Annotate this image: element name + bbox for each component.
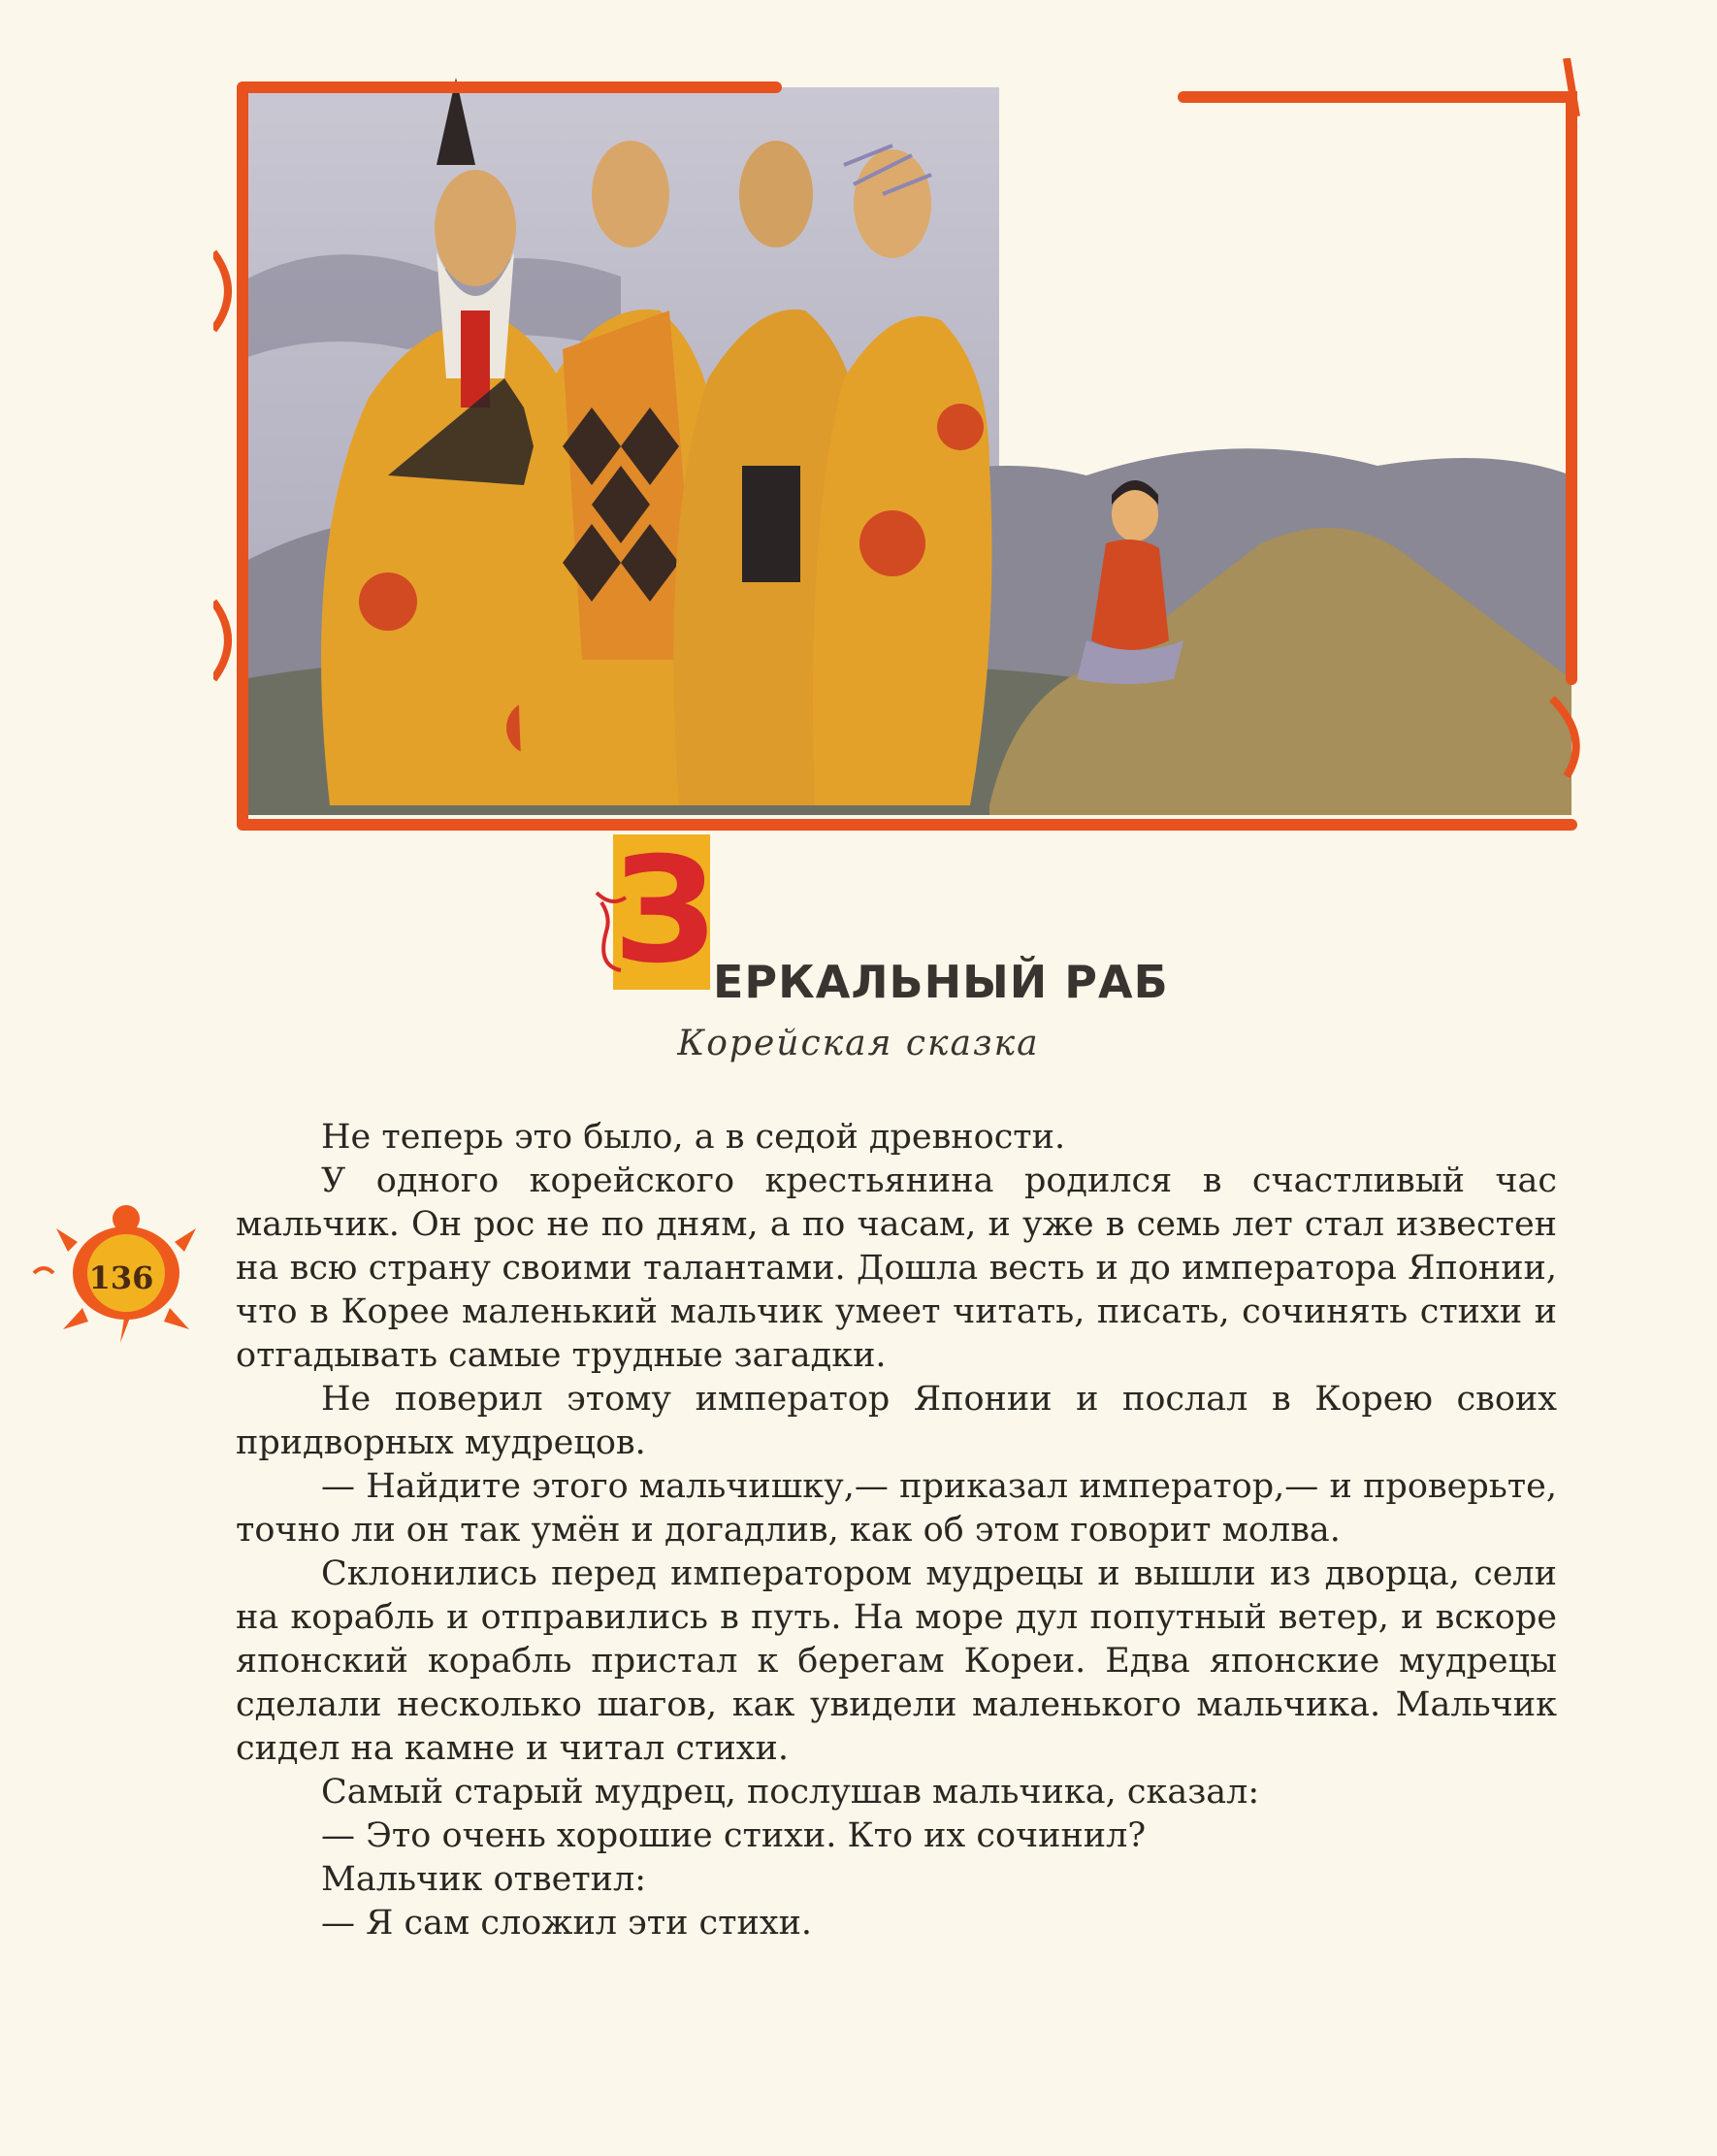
story-title bbox=[582, 827, 1261, 1008]
paragraph: Не теперь это было, а в седой древности. bbox=[321, 1118, 1066, 1157]
paragraph: Склонились перед императором мудрецы и вышли из дворца, сели на корабль и отправились в путь. На море дул попутный ветер, и вскоре японский корабль пристал к берегам Кореи. Едва японские мудрецы сделали несколько шагов, как увидели маленького мальчика. Мальчик сидел на камне и читал стихи. bbox=[236, 1554, 1557, 1768]
frame-flourish-left bbox=[213, 252, 228, 679]
page-number: 136 bbox=[88, 1259, 154, 1296]
paragraph: — Я сам сложил эти стихи. bbox=[321, 1904, 813, 1943]
dropcap-flourish-icon bbox=[582, 873, 640, 990]
paragraph: — Найдите этого мальчишку,— приказал император,— и проверьте, точно ли он так умён и догадлив, как об этом говорит молва. bbox=[236, 1467, 1557, 1550]
paragraph: Не поверил этому император Японии и послал в Корею своих придворных мудрецов. bbox=[236, 1380, 1557, 1462]
story-body bbox=[236, 1116, 1557, 1945]
story-subtitle: Корейская сказка bbox=[677, 1024, 1040, 1063]
dropcap-letter: З bbox=[613, 827, 717, 996]
paragraph: — Это очень хорошие стихи. Кто их сочинил? bbox=[321, 1816, 1147, 1855]
paragraph: Самый старый мудрец, послушав мальчика, сказал: bbox=[321, 1773, 1260, 1812]
title-text: ЕРКАЛЬНЫЙ РАБ bbox=[713, 956, 1169, 1008]
paragraph: У одного корейского крестьянина родился в счастливый час мальчик. Он рос не по дням, а по часам, и уже в семь лет стал известен на всю страну своими талантами. Дошла весть и до императора Японии, что в Корее маленький мальчик умеет читать, писать, сочинять стихи и отгадывать самые трудные загадки. bbox=[236, 1161, 1557, 1375]
sages-and-boy-illustration bbox=[213, 58, 1591, 844]
paragraph: Мальчик ответил: bbox=[321, 1860, 647, 1899]
